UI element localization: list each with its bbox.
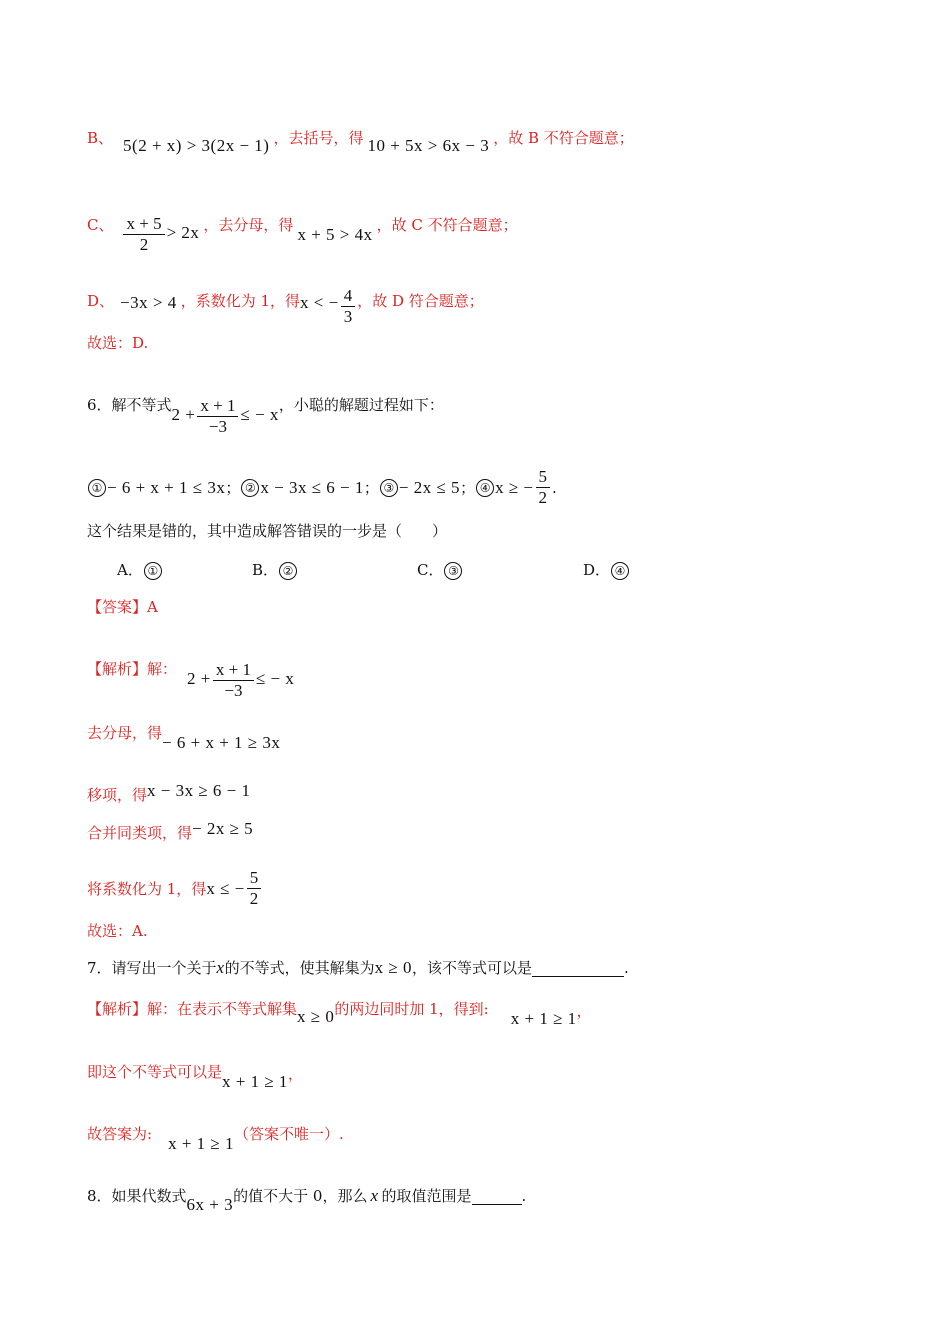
q6-steps [87,467,557,508]
analysis-step1 [87,723,281,752]
q7-stem-c: ，该不等式可以是 [411,959,532,977]
q7-solution-set: x ≥ 0 [374,958,412,977]
analysis-step4-fraction [247,868,262,909]
q6-fraction-denominator: −3 [208,417,227,436]
analysis-step3 [87,821,253,841]
q6-analysis-tag: 【解析】解： [87,659,178,678]
b-mid: ，去括号，得 [273,129,364,147]
c-fraction [123,214,164,255]
option-d-mark: ④ [611,562,629,580]
option-d-label: D． [583,561,611,579]
c-fraction-numerator: x + 5 [123,214,164,235]
analysis-step1-label: 去分母，得 [87,724,163,742]
option-c-label: C． [417,561,444,579]
q6-option-d [583,560,630,580]
q8-stem-b: 的值不大于 0，那么 [233,1187,368,1205]
c-mid: ，去分母，得 [203,215,294,234]
q7-analysis-comma: ， [576,1002,592,1020]
q7-line3-end: （答案不唯一）. [233,1125,344,1143]
analysis-fraction-denominator: −3 [224,681,243,700]
step1-mark: ① [88,479,106,497]
step3: − 2x ≤ 5 [398,477,461,497]
q7-line2-label: 即这个不等式可以是 [87,1063,223,1081]
q7-analysis-result: x + 1 ≥ 1 [510,1009,577,1028]
q5-answer: 故选：D. [87,334,149,352]
step4-fraction [536,467,551,508]
q5-option-b [87,128,634,155]
b-end: ，故 B 不符合题意； [493,129,634,147]
q6-option-a [117,560,163,580]
q7-analysis-line1 [87,999,592,1028]
analysis-step4-label: 将系数化为 1，得 [87,879,207,898]
q5-option-c [87,204,518,254]
c-end: ，故 C 不符合题意； [376,215,518,234]
step-sep-2: ； [363,478,379,497]
q6-stem-prefix: 6．解不等式 [87,395,172,414]
step-sep-1: ； [225,478,241,497]
step-sep-3: ； [460,478,476,497]
q8-stem-a: 8．如果代数式 [87,1187,187,1205]
analysis-step4-fraction-denominator: 2 [249,889,259,908]
q6-option-b [252,560,298,580]
d-mid: ，系数化为 1，得 [180,291,301,310]
d-fraction-denominator: 3 [343,307,353,326]
step-end: . [552,478,557,497]
q6-expr-post: ≤ − x [240,404,279,424]
q6-question: 这个结果是错的，其中造成解答错误的一步是（ ） [87,522,448,540]
analysis-step3-label: 合并同类项，得 [87,824,193,842]
analysis-fraction-numerator: x + 1 [213,660,254,681]
q7-stem-end: . [623,959,629,977]
option-a-label: A． [117,561,143,579]
q7-analysis-a: 【解析】解：在表示不等式解集 [87,1000,298,1018]
d-prefix: D、 [87,291,115,310]
q7-line2-expr: x + 1 ≥ 1 [222,1072,288,1091]
q6-stem [87,384,444,436]
q7-analysis-line2 [87,1062,303,1091]
d-equation-x: x < − [300,292,339,312]
q6-fraction-numerator: x + 1 [197,396,238,417]
analysis-step2-label: 移项，得 [87,786,148,804]
b-prefix: B、 [87,129,114,147]
analysis-step4 [87,868,263,909]
q7-var-x: x [216,958,225,977]
d-end: ，故 D 符合题意； [357,291,484,310]
q7-line2-comma: ， [287,1065,303,1083]
d-equation-left: −3x > 4 [120,292,177,312]
q8-expression: 6x + 3 [186,1195,234,1214]
q7-stem-a: 7．请写出一个关于 [87,959,217,977]
step3-mark: ③ [380,479,398,497]
c-equation-right: x + 5 > 4x [297,224,373,244]
q6-option-c [417,560,463,580]
option-b-mark: ② [279,562,297,580]
c-equation-rest: > 2x [166,222,200,242]
q6-answer-tag: 【答案】A [87,598,158,616]
q8-stem-end: . [521,1187,527,1205]
d-fraction-numerator: 4 [341,286,356,307]
option-b-label: B． [252,561,279,579]
step2-mark: ② [241,479,259,497]
q7-analysis-line3 [87,1124,344,1153]
step4: x ≥ − [495,477,534,497]
b-equation-right: 10 + 5x > 6x − 3 [367,136,490,155]
analysis-step4-expr: x ≤ − [206,878,245,898]
step4-fraction-numerator: 5 [536,467,551,488]
analysis-fraction [213,660,254,701]
b-equation-left: 5(2 + x) > 3(2x − 1) [123,136,270,155]
analysis-step4-fraction-numerator: 5 [247,868,262,889]
q5-option-d [87,280,484,326]
q8-stem-c: 的取值范围是 [381,1187,472,1205]
q8-var-x: x [370,1186,379,1205]
step1: − 6 + x + 1 ≤ 3x [107,477,226,497]
analysis-step3-expr: − 2x ≥ 5 [192,819,254,838]
q7-analysis-set: x ≥ 0 [297,1007,335,1026]
c-fraction-denominator: 2 [139,235,149,254]
analysis-expr-pre: 2 + [187,668,211,688]
d-fraction [341,286,356,327]
c-prefix: C、 [87,215,114,234]
q6-analysis-line [87,648,295,700]
q8-answer-blank[interactable] [472,1188,522,1205]
q7-stem-b: 的不等式，使其解集为 [224,959,375,977]
analysis-step2 [87,783,251,803]
q7-analysis-b: 的两边同时加 1，得到: [334,1000,489,1018]
q7-answer-blank[interactable] [532,960,624,977]
step4-fraction-denominator: 2 [538,488,547,507]
analysis-step1-expr: − 6 + x + 1 ≥ 3x [162,733,281,752]
q6-stem-suffix: ，小聪的解题过程如下： [278,395,444,414]
q6-expr-pre: 2 + [171,404,196,424]
option-c-mark: ③ [444,562,462,580]
step4-mark: ④ [476,479,494,497]
q6-fraction [197,396,238,437]
step2: x − 3x ≤ 6 − 1 [260,477,364,497]
q7-line3-expr: x + 1 ≥ 1 [168,1134,234,1153]
q7-stem [87,958,629,978]
analysis-expr-post: ≤ − x [255,668,295,688]
q6-final: 故选：A. [87,922,148,940]
q8-stem [87,1186,527,1214]
analysis-step2-expr: x − 3x ≥ 6 − 1 [147,781,251,800]
option-a-mark: ① [144,562,162,580]
q7-line3-label: 故答案为: [87,1125,153,1143]
